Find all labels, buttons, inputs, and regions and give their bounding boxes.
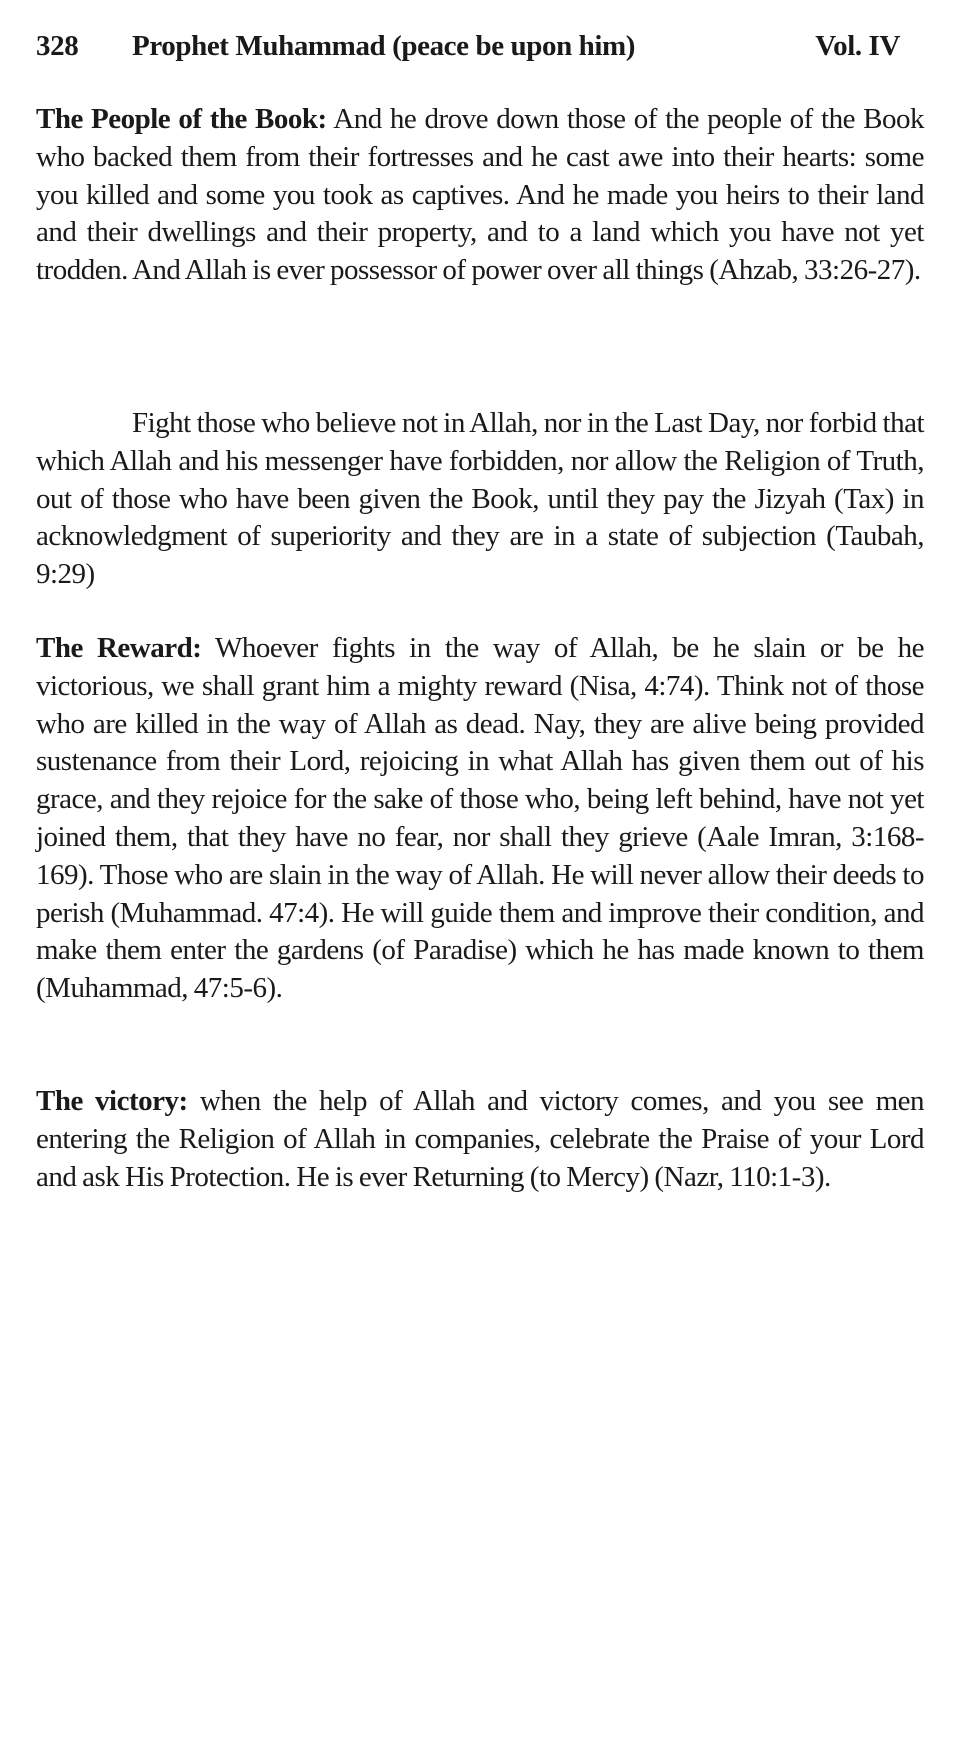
paragraph-people-of-the-book bbox=[36, 101, 924, 290]
running-header bbox=[36, 26, 924, 66]
section-heading: The People of the Book: bbox=[36, 103, 327, 135]
book-title: Prophet Muhammad (peace be upon him) bbox=[132, 30, 636, 62]
paragraph-text: when the help of Allah and victory comes, and you see men entering the Religion of Allah in companies, celebrate the Praise of your Lord and ask His Protection. He is ever Returning (to Mercy) (Nazr, 110:1-3). bbox=[36, 1085, 925, 1193]
paragraph-text: And he drove down those of the people of the Book who backed them from their fortresses and he cast awe into their hearts: some you killed and some you took as captives. And he made you heirs to their land and their dwellings and their property, and to a land which you have not yet trodden. And Allah is ever possessor of power over all things (Ahzab, 33:26-27). bbox=[36, 103, 924, 287]
paragraph-the-victory bbox=[36, 1083, 924, 1196]
paragraph-the-reward bbox=[36, 630, 924, 1008]
volume-label: Vol. IV bbox=[815, 30, 900, 62]
section-heading: The victory: bbox=[36, 1085, 188, 1117]
paragraph-text: Fight those who believe not in Allah, nor in the Last Day, nor forbid that which Allah and his messenger have forbidden, nor allow the Religion of Truth, out of those who have been given the Book, until they pay the Jizyah (Tax) in acknowledgment of superiority and they are in a state of subjection (Taubah, 9:29) bbox=[36, 407, 924, 591]
page-number: 328 bbox=[36, 30, 79, 62]
section-heading: The Reward: bbox=[36, 632, 202, 664]
paragraph-text: Whoever fights in the way of Allah, be he slain or be he victorious, we shall grant him a mighty reward (Nisa, 4:74). Think not of those who are killed in the way of Allah as dead. Nay, they are alive being provided sustenance from their Lord, rejoicing in what Allah has given them out of his grace, and they rejoice for the sake of those who, being left behind, have not yet joined them, that they have no fear, nor shall they grieve (Aale Imran, 3:168-169). Those who are slain in the way of Allah. He will never allow their deeds to perish (Muhammad. 47:4). He will guide them and improve their condition, and make them enter the gardens (of Paradise) which he has made known to them (Muhammad, 47:5-6). bbox=[36, 632, 924, 1005]
paragraph-fight-verse bbox=[36, 405, 924, 594]
